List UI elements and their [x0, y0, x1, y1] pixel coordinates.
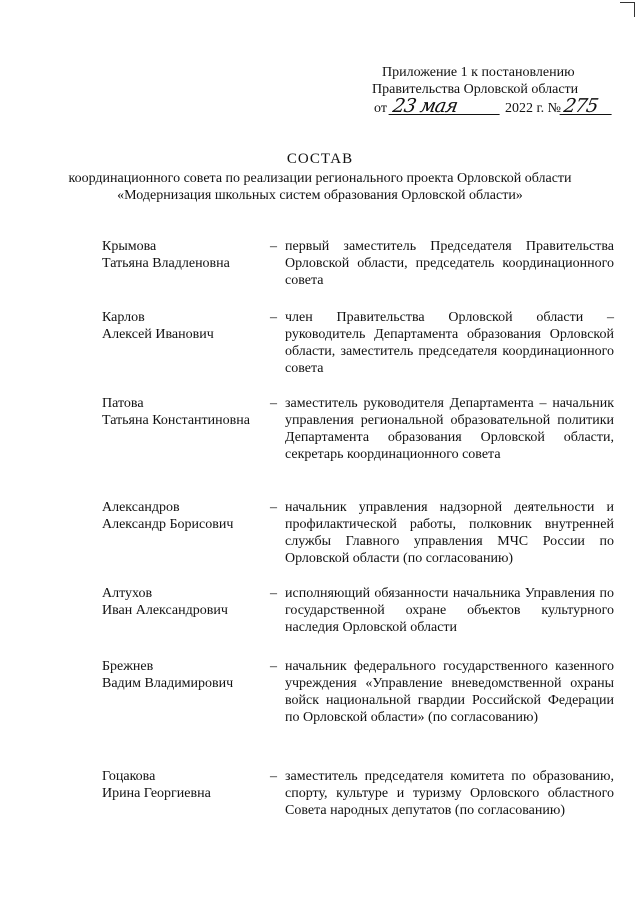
member-dash: –: [270, 769, 277, 784]
member-dash: –: [270, 396, 277, 411]
annex-date-prefix: от: [374, 101, 387, 116]
member-surname: Александров: [102, 500, 180, 515]
member-surname: Алтухов: [102, 586, 153, 601]
annex-line-2: Правительства Орловской области: [372, 82, 579, 97]
member-name: [102, 658, 267, 692]
member-given-name: Иван Александрович: [102, 603, 228, 618]
member-role: исполняющий обязанности начальника Управления по государственной охране объектов культурного наследия Орловской области: [285, 586, 614, 635]
member-given-name: Ирина Георгиевна: [102, 786, 211, 801]
corner-mark: [620, 2, 635, 17]
member-given-name: Татьяна Владленовна: [102, 256, 230, 271]
member-role: заместитель руководителя Департамента – начальник управления региональной образовательной политики Департамента образования Орловской области, секретарь координационного совета: [285, 396, 614, 462]
member-dash: –: [270, 310, 277, 325]
member-name: [102, 585, 267, 619]
member-name: [102, 499, 267, 533]
annex-date-line: [372, 95, 622, 117]
member-role: начальник управления надзорной деятельности и профилактической работы, полковник внутренней службы Главного управления МЧС России по Орловской области (по согласованию): [285, 500, 614, 566]
member-dash: –: [270, 239, 277, 254]
member-surname: Карлов: [102, 310, 145, 325]
member-surname: Гоцакова: [102, 769, 156, 784]
member-role: заместитель председателя комитета по образованию, спорту, культуре и туризму Орловского областного Совета народных депутатов (по согласованию): [285, 769, 614, 818]
annex-line-1: Приложение 1 к постановлению: [382, 65, 575, 80]
member-given-name: Татьяна Константиновна: [102, 413, 250, 428]
member-given-name: Алексей Иванович: [102, 327, 214, 342]
member-name: [102, 309, 267, 343]
document-title: СОСТАВ: [286, 151, 354, 167]
member-given-name: Вадим Владимирович: [102, 676, 234, 691]
member-surname: Крымова: [102, 239, 157, 254]
annex-header: [372, 64, 622, 117]
member-surname: Патова: [102, 396, 144, 411]
member-role: начальник федерального государственного казенного учреждения «Управление вневедомственной охраны войск национальной гвардии Российской Федерации по Орловской области» (по согласованию): [285, 659, 614, 725]
member-role: член Правительства Орловской области – руководитель Департамента образования Орловской области, заместитель председателя координационного совета: [285, 310, 614, 376]
member-surname: Брежнев: [102, 659, 154, 674]
member-dash: –: [270, 586, 277, 601]
member-dash: –: [270, 500, 277, 515]
member-name: [102, 768, 267, 802]
title-block: [50, 150, 590, 204]
document-subtitle: координационного совета по реализации регионального проекта Орловской области «Модернизация школьных систем образования Орловской области»: [68, 171, 572, 203]
member-name: [102, 238, 267, 272]
member-name: [102, 395, 267, 429]
member-dash: –: [270, 659, 277, 674]
member-role: первый заместитель Председателя Правительства Орловской области, председатель координационного совета: [285, 239, 614, 288]
handwritten-date: 23 мая: [389, 98, 503, 115]
handwritten-number: 275: [559, 98, 614, 115]
member-given-name: Александр Борисович: [102, 517, 234, 532]
annex-year: 2022 г. №: [504, 101, 561, 116]
